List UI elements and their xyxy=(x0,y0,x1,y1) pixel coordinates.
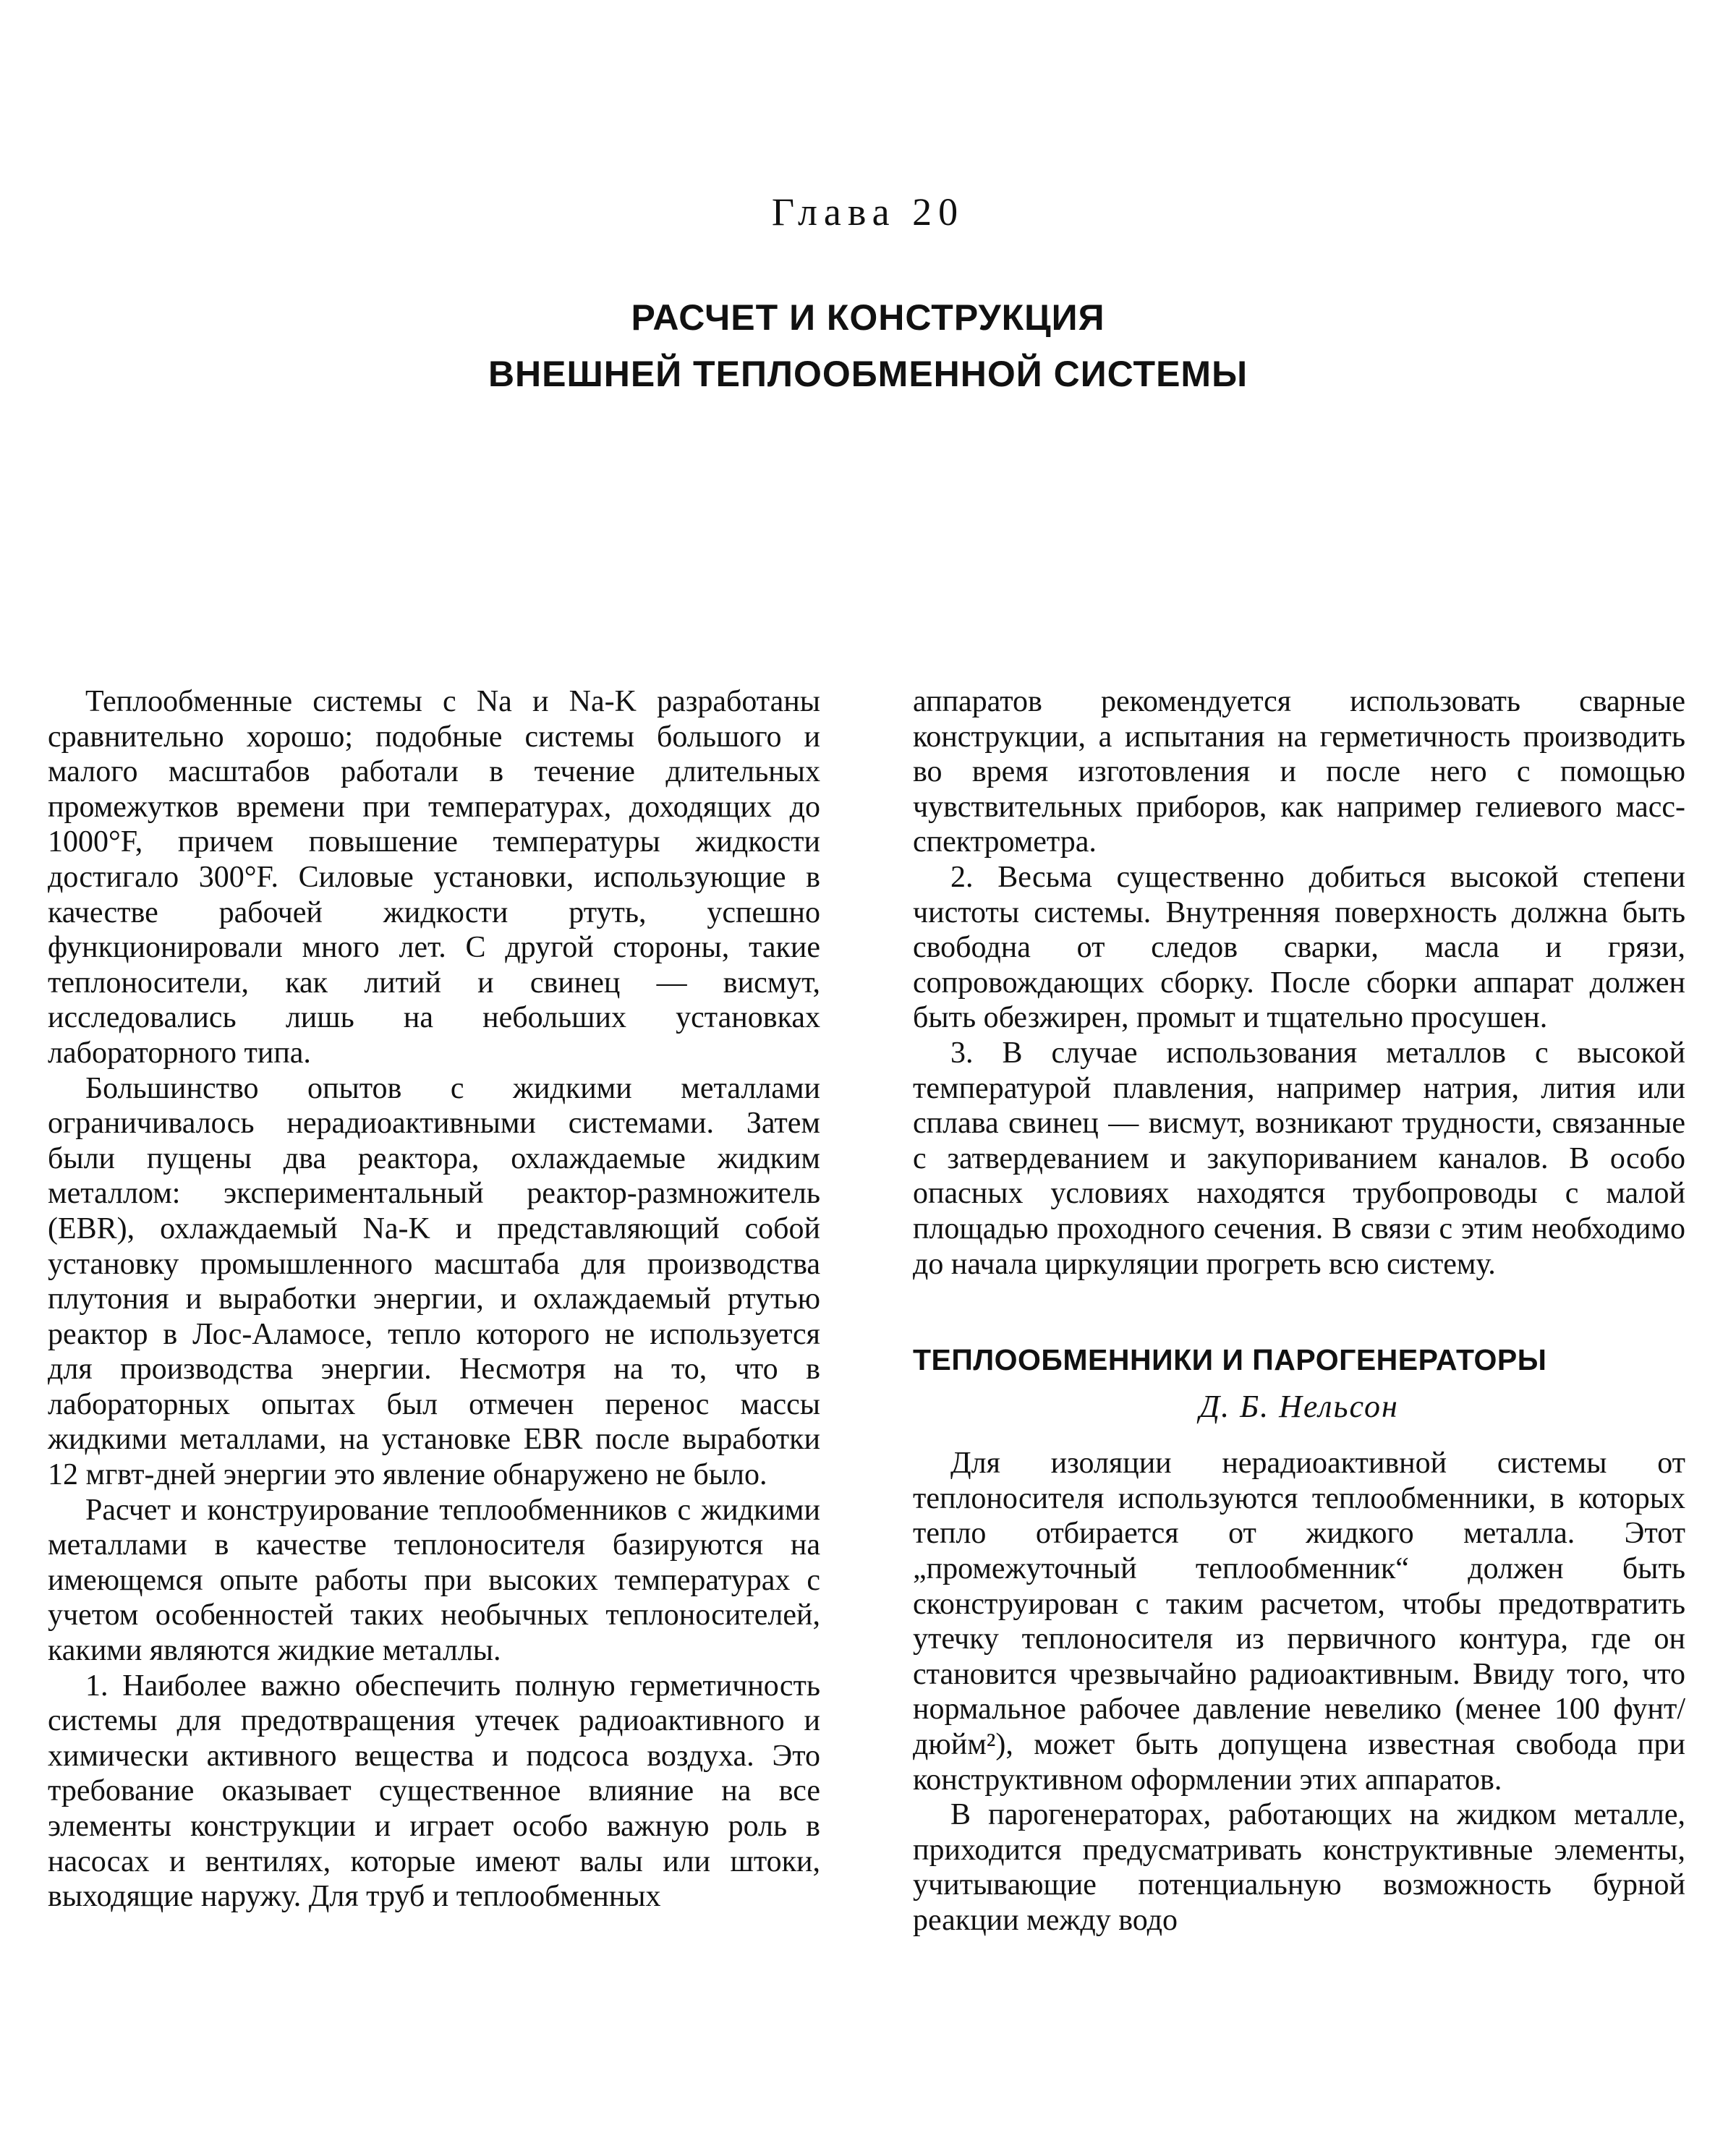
chapter-title-line-2: ВНЕШНЕЙ ТЕПЛООБМЕННОЙ СИСТЕМЫ xyxy=(488,354,1248,394)
chapter-title xyxy=(0,289,1736,402)
paragraph: Для изоляции нерадиоактивной системы от теплоносителя используются теплообменники, в которых тепло отбирается от жидкого металла. Этот „промежуточный теплообменник“ должен быть сконструирован с таким расчетом, чтобы предотвратить утечку теплоносителя из первичного контура, где он становится чрезвычайно радиоактивным. Ввиду того, что нормальное рабочее давление невелико (менее 100 фунт/дюйм²), может быть допущена известная свобода при конструктивном оформлении этих аппаратов. xyxy=(913,1447,1685,1797)
paragraph-continued: аппаратов рекомендуется использовать сварные конструкции, а испытания на герметичность производить во время изготовления и после него с помощью чувствительных приборов, как например гелиевого масс-спектрометра. xyxy=(913,685,1685,859)
paragraph: 1. Наиболее важно обеспечить полную герметичность системы для предотвращения утечек радиоактивного и химически активного вещества и подсоса воздуха. Это требование оказывает существенное влияние на все элементы конструкции и играет особо важную роль в насосах и вентилях, которые имеют валы или штоки, выходящие наружу. Для труб и теплообменных xyxy=(48,1669,820,1914)
chapter-title-line-1: РАСЧЕТ И КОНСТРУКЦИЯ xyxy=(631,297,1105,338)
right-column xyxy=(913,684,1685,1938)
paragraph: Расчет и конструирование теплообменников с жидкими металлами в качестве теплоносителя базируются на имеющемся опыте работы при высоких температурах с учетом особенностей таких необычных теплоносителей, какими являются жидкие металлы. xyxy=(48,1493,820,1668)
paragraph: 2. Весьма существенно добиться высокой степени чистоты системы. Внутренняя поверхность должна быть свободна от следов сварки, масла и грязи, сопровождающих сборку. После сборки аппарат должен быть обезжирен, промыт и тщательно просушен. xyxy=(913,860,1685,1035)
chapter-label: Глава 20 xyxy=(771,190,965,234)
paragraph: В парогенераторах, работающих на жидком металле, приходится предусматривать конструктивные элементы, учитывающие потенциальную возможность бурной реакции между водо xyxy=(913,1798,1685,1937)
paragraph: Большинство опытов с жидкими металлами ограничивалось нерадиоактивными системами. Затем были пущены два реактора, охлаждаемые жидким металлом: экспериментальный реактор-размножитель (EBR), охлаждаемый Na-K и представляющий собой установку промышленного масштаба для производства плутония и выработки энергии, и охлаждаемый ртутью реактор в Лос-Аламосе, тепло которого не используется для производства энергии. Несмотря на то, что в лабораторных опытах был отмечен перенос массы жидкими металлами, на установке EBR после выработки 12 мгвт-дней энергии это явление обнаружено не было. xyxy=(48,1071,820,1492)
paragraph: Теплообменные системы с Na и Na-K разработаны сравнительно хорошо; подобные системы большого и малого масштабов работали в течение длительных промежутков времени при температурах, доходящих до 1000°F, причем повышение температуры жидкости достигало 300°F. Силовые установки, использующие в качестве рабочей жидкости ртуть, успешно функционировали много лет. С другой стороны, такие теплоносители, как литий и свинец — висмут, исследовались лишь на небольших установках лабораторного типа. xyxy=(48,685,820,1070)
paragraph: 3. В случае использования металлов с высокой температурой плавления, например натрия, лития или сплава свинец — висмут, возникают трудности, связанные с затвердеванием и закупориванием каналов. В особо опасных условиях находятся трубопроводы с малой площадью проходного сечения. В связи с этим необходимо до начала циркуляции прогреть всю систему. xyxy=(913,1036,1685,1281)
left-column xyxy=(48,684,820,1915)
section-heading: ТЕПЛООБМЕННИКИ И ПАРОГЕНЕРАТОРЫ xyxy=(913,1343,1547,1377)
section-author: Д. Б. Нельсон xyxy=(1199,1388,1399,1424)
